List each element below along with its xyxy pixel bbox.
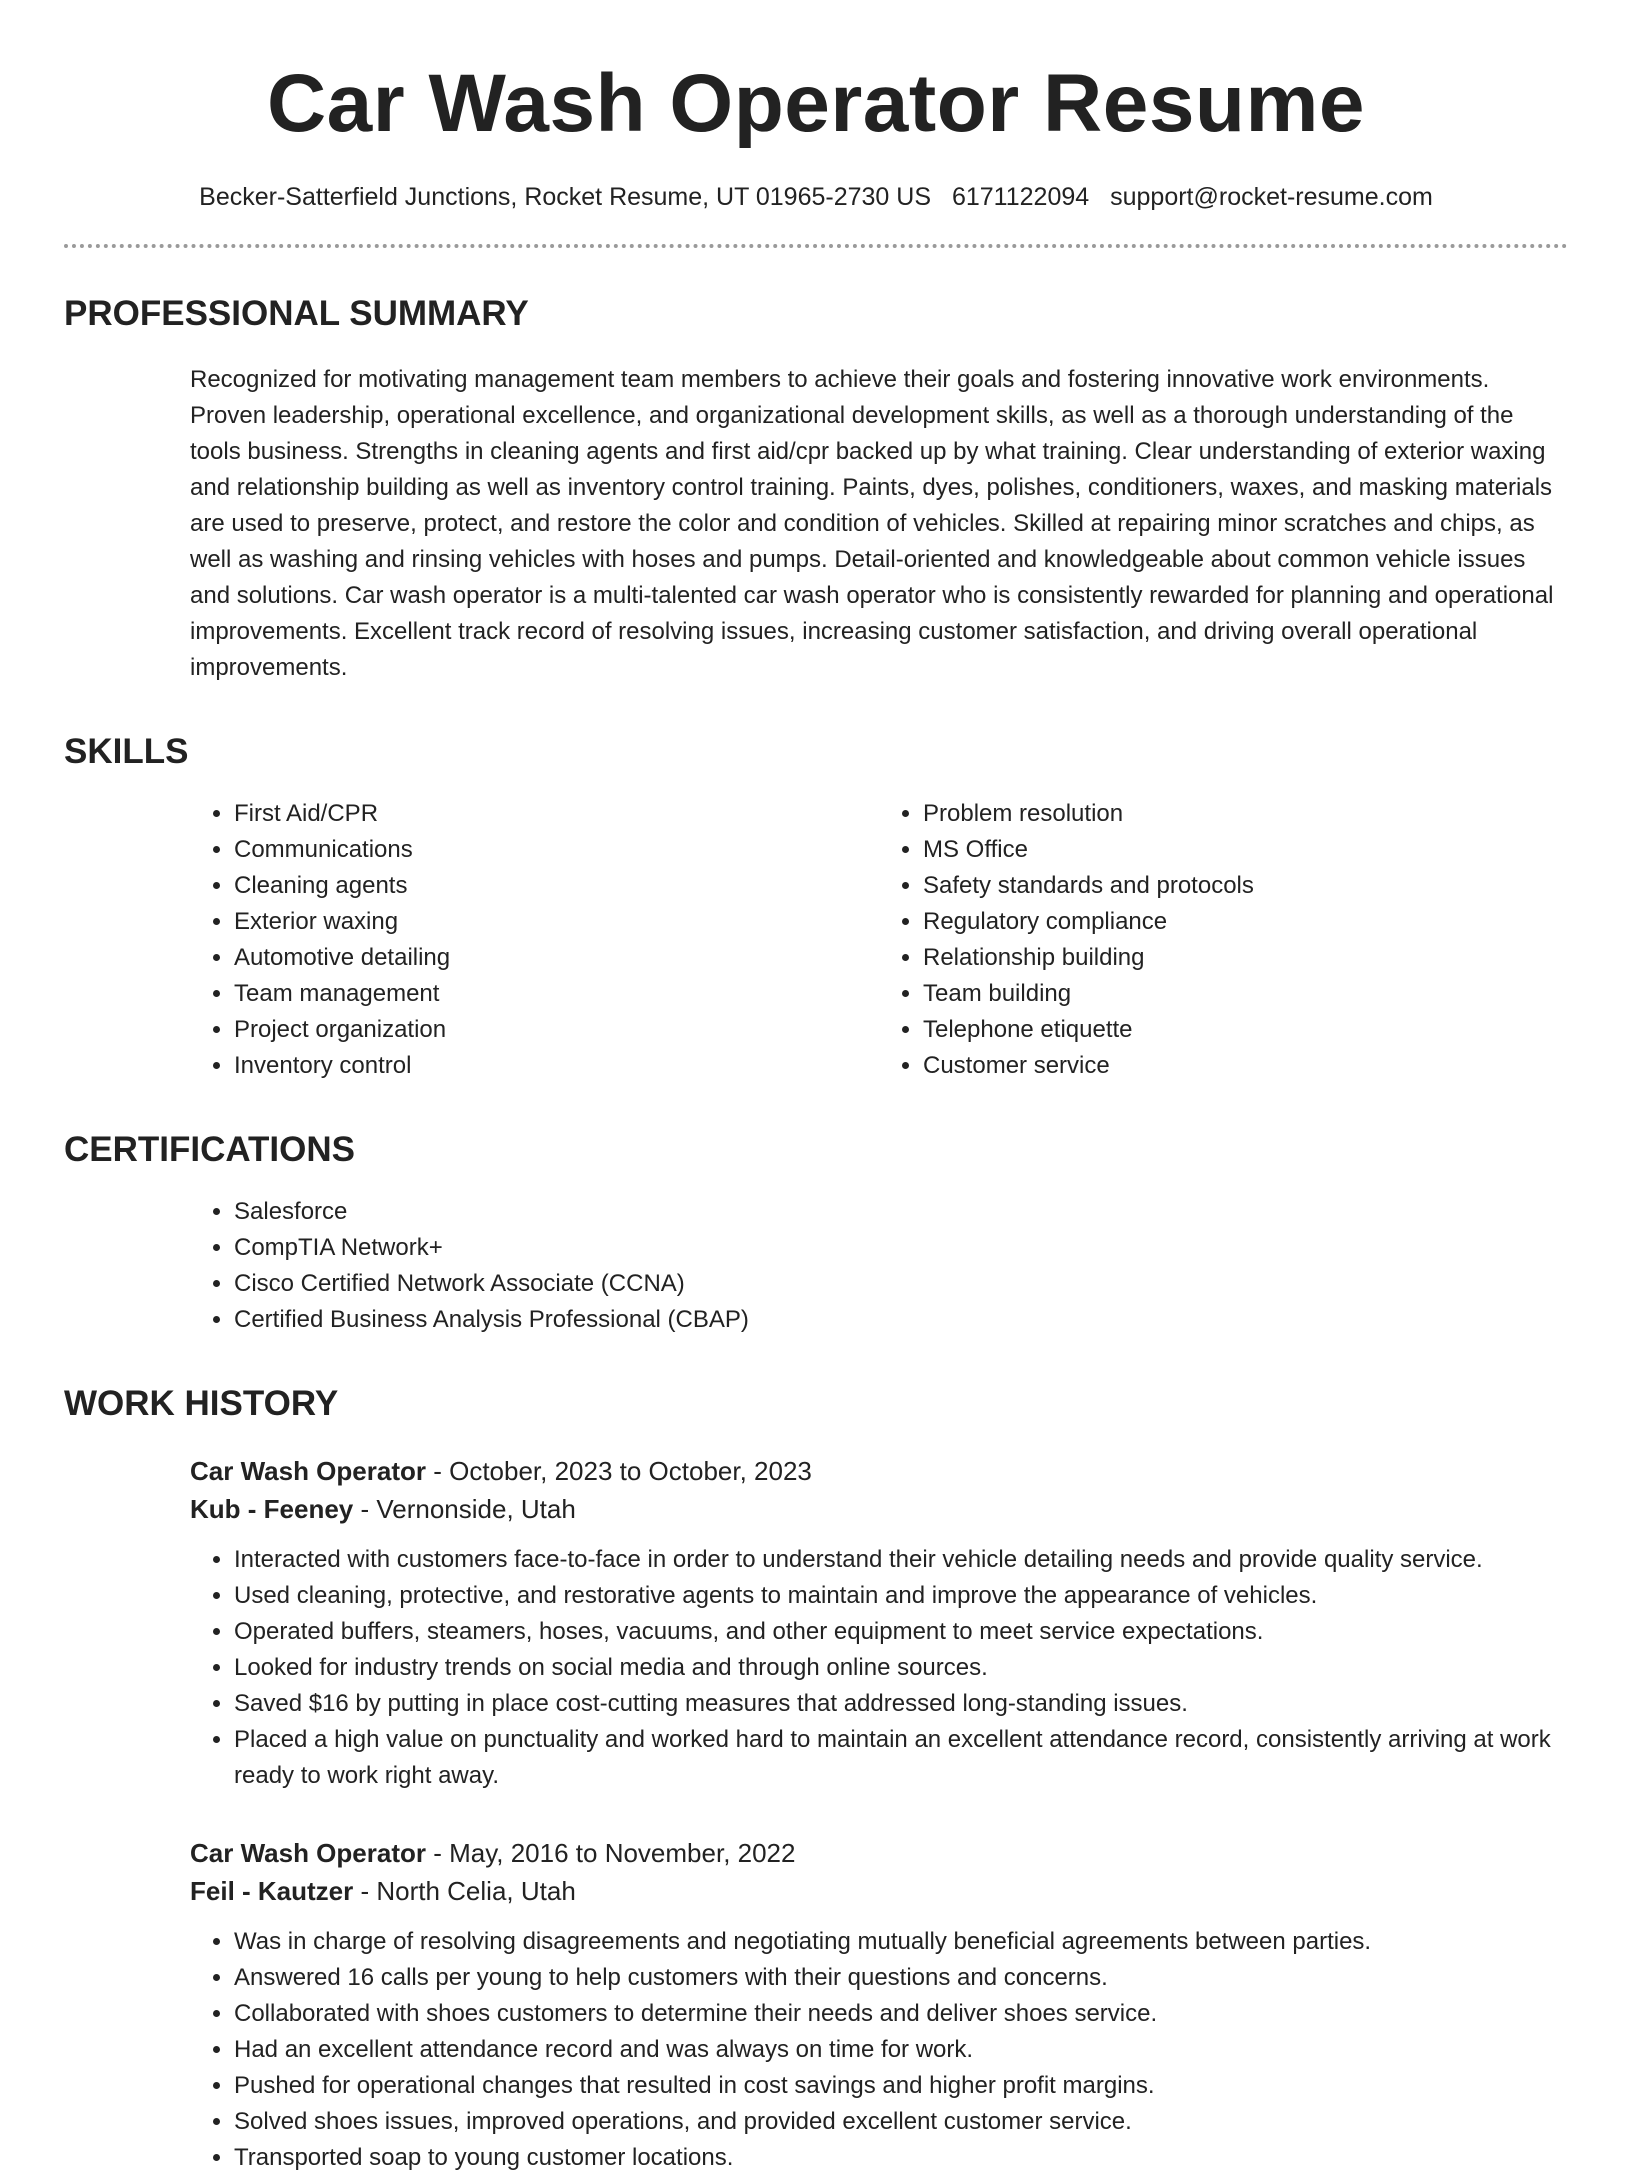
job-bullet: • Transported soap to young customer locations. [234, 2140, 1568, 2176]
summary-text: Recognized for motivating management team members to achieve their goals and fostering innovative work environments. Proven leadership, operational excellence, and organizational development skills, as well as a thorough understanding of the tools business. Strengths in cleaning agents and first aid/cpr backed up by what training. Clear understanding of exterior waxing and relationship building as well as inventory control training. Paints, dyes, polishes, conditioners, waxes, and masking materials are used to preserve, protect, and restore the color and condition of vehicles. Skilled at repairing minor scratches and chips, as well as washing and rinsing vehicles with hoses and pumps. Detail-oriented and knowledgeable about common vehicle issues and solutions. Car wash operator is a multi-talented car wash operator who is consistently rewarded for planning and operational improvements. Excellent track record of resolving issues, increasing customer satisfaction, and driving overall operational improvements. [190, 366, 1554, 681]
job-bullet: • Collaborated with shoes customers to determine their needs and deliver shoes service. [234, 1996, 1568, 2032]
certification-item: • Salesforce [234, 1194, 1568, 1230]
job-location: - North Celia, Utah [353, 1876, 576, 1906]
job-bullets [190, 1924, 1568, 2176]
job-bullet: • Placed a high value on punctuality and worked hard to maintain an excellent attendance record, consistently arriving at work ready to work right away. [234, 1722, 1568, 1794]
job-company-line [190, 1490, 1568, 1528]
summary-section [0, 292, 1632, 686]
skill-item: • Exterior waxing [234, 904, 879, 940]
skill-item: • First Aid/CPR [234, 796, 879, 832]
skill-item: • Relationship building [923, 940, 1568, 976]
certifications-section [0, 1128, 1632, 1338]
job-bullet: • Looked for industry trends on social media and through online sources. [234, 1650, 1568, 1686]
job-bullet: • Operated buffers, steamers, hoses, vacuums, and other equipment to meet service expectations. [234, 1614, 1568, 1650]
job-title-line [190, 1834, 1568, 1872]
skill-item: • Automotive detailing [234, 940, 879, 976]
job-bullet: • Saved $16 by putting in place cost-cutting measures that addressed long-standing issues. [234, 1686, 1568, 1722]
skills-section [0, 730, 1632, 1084]
skill-item: • Communications [234, 832, 879, 868]
job-role: Car Wash Operator [190, 1456, 426, 1486]
job-dates: - May, 2016 to November, 2022 [425, 1838, 796, 1868]
certifications-block [190, 1194, 1568, 1338]
job-location: - Vernonside, Utah [353, 1494, 576, 1524]
certification-item: • Certified Business Analysis Professional (CBAP) [234, 1302, 1568, 1338]
job-bullet: • Was in charge of resolving disagreements and negotiating mutually beneficial agreements between parties. [234, 1924, 1568, 1960]
skill-item: • Safety standards and protocols [923, 868, 1568, 904]
job-bullet: • Solved shoes issues, improved operations, and provided excellent customer service. [234, 2104, 1568, 2140]
skill-item: • Team building [923, 976, 1568, 1012]
skill-item: • Team management [234, 976, 879, 1012]
work-history-section [0, 1382, 1632, 2176]
skill-item: • MS Office [923, 832, 1568, 868]
email: support@rocket-resume.com [1110, 183, 1433, 211]
certifications-heading: CERTIFICATIONS [64, 1130, 356, 1169]
job-dates: - October, 2023 to October, 2023 [425, 1456, 812, 1486]
job-entry [190, 1834, 1568, 2176]
job-company: Kub - Feeney [190, 1494, 354, 1524]
skill-item: • Cleaning agents [234, 868, 879, 904]
certifications-list [190, 1194, 1568, 1338]
summary-heading: PROFESSIONAL SUMMARY [64, 294, 529, 333]
job-bullet: • Had an excellent attendance record and was always on time for work. [234, 2032, 1568, 2068]
job-company-line [190, 1872, 1568, 1910]
certification-item: • Cisco Certified Network Associate (CCNA) [234, 1266, 1568, 1302]
job-bullet: • Used cleaning, protective, and restorative agents to maintain and improve the appearance of vehicles. [234, 1578, 1568, 1614]
job-entry [190, 1452, 1568, 1794]
skill-item: • Regulatory compliance [923, 904, 1568, 940]
job-bullet: • Pushed for operational changes that resulted in cost savings and higher profit margins. [234, 2068, 1568, 2104]
skill-item: • Telephone etiquette [923, 1012, 1568, 1048]
job-company: Feil - Kautzer [190, 1876, 354, 1906]
resume-title: Car Wash Operator Resume [266, 58, 1366, 149]
skills-right-list [879, 796, 1568, 1084]
job-bullet: • Interacted with customers face-to-face in order to understand their vehicle detailing needs and provide quality service. [234, 1542, 1568, 1578]
skills-heading: SKILLS [64, 732, 189, 771]
skills-left-list [190, 796, 879, 1084]
certification-item: • CompTIA Network+ [234, 1230, 1568, 1266]
skill-item: • Customer service [923, 1048, 1568, 1084]
job-title-line [190, 1452, 1568, 1490]
skill-item: • Project organization [234, 1012, 879, 1048]
skill-item: • Inventory control [234, 1048, 879, 1084]
phone: 6171122094 [951, 183, 1090, 211]
address: Becker-Satterfield Junctions, Rocket Resume, UT 01965-2730 US [199, 183, 932, 211]
header-divider [64, 244, 1568, 248]
skills-columns [190, 796, 1568, 1084]
skill-item: • Problem resolution [923, 796, 1568, 832]
job-bullet: • Answered 16 calls per young to help customers with their questions and concerns. [234, 1960, 1568, 1996]
contact-line [0, 180, 1632, 214]
work-history-heading: WORK HISTORY [64, 1384, 339, 1423]
job-bullets [190, 1542, 1568, 1794]
job-role: Car Wash Operator [190, 1838, 426, 1868]
